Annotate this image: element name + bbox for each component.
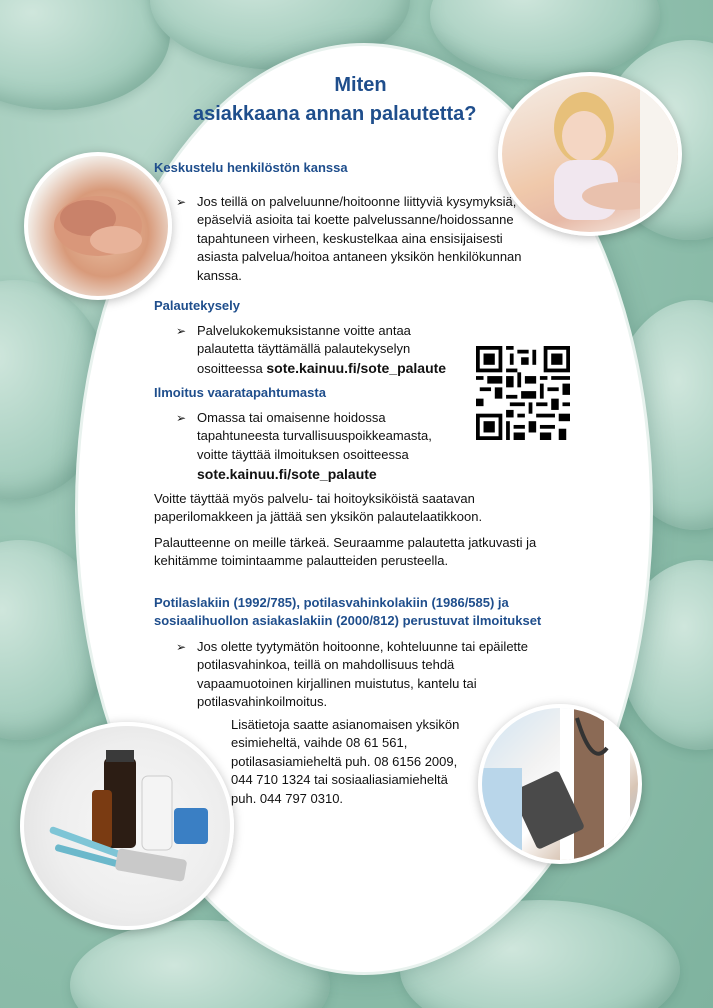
title-line-1: Miten xyxy=(334,74,387,96)
section-heading-feedback-survey: Palautekysely xyxy=(154,298,241,313)
incident-report-text: Omassa tai omaisenne hoidossa tapahtuneesta turvallisuuspoikkeamasta, voitte täyttää ilmoituksen osoitteessa sote.kainuu.fi/sote_palaute xyxy=(197,410,432,483)
incident-report-link[interactable]: sote.kainuu.fi/sote_palaute xyxy=(197,466,377,483)
section-heading-incident-report: Ilmoitus vaaratapahtumasta xyxy=(154,385,326,400)
feedback-survey-link[interactable]: sote.kainuu.fi/sote_palaute xyxy=(266,359,447,376)
discussion-text: Jos teillä on palveluunne/hoitoonne liittyviä kysymyksiä, epäselviä asioita tai koette palvelussanne/hoidossanne tapahtuneen virheen, keskustelkaa aina ensisijaisesti asiasta palvelua/hoitoa antaneen yksikön henkilökunnan kanssa. xyxy=(197,194,522,283)
bullet-icon: ➢ xyxy=(176,640,187,654)
section-heading-legal-notices: Potilaslakiin (1992/785), potilasvahinkolakiin (1986/585) ja sosiaalihuollon asiakaslakiin (2000/812) perustuvat ilmoitukset xyxy=(154,595,542,628)
section-heading-discussion: Keskustelu henkilöstön kanssa xyxy=(154,160,348,175)
bullet-icon: ➢ xyxy=(176,411,187,425)
feedback-importance-paragraph: Palautteenne on meille tärkeä. Seuraamme palautetta jatkuvasti ja kehitämme toimintaamme palautteiden perusteella. xyxy=(154,535,537,569)
qr-code[interactable] xyxy=(476,346,570,440)
paper-form-paragraph: Voitte täyttää myös palvelu- tai hoitoyksiköistä saatavan paperilomakkeen ja jättää sen yksikön palautelaatikkoon. xyxy=(154,491,483,525)
contact-info: Lisätietoja saatte asianomaisen yksikön esimieheltä, vaihde 08 61 561, potilasasiamieheltä puh. 08 6156 2009, 044 710 1324 tai sosiaaliasiamieheltä puh. 044 797 0310. xyxy=(231,717,460,806)
feedback-survey-text: Palvelukokemuksistanne voitte antaa palautetta täyttämällä palautekyselyn osoitteessa sote.kainuu.fi/sote_palaute xyxy=(197,323,447,376)
bullet-icon: ➢ xyxy=(176,324,187,338)
legal-notices-text: Jos olette tyytymätön hoitoonne, kohteluunne tai epäilette potilasvahinkoa, teillä on mahdollisuus tehdä vapaamuotoinen kirjallinen muistutus, kantelu tai potilasvahinkoilmoitus. xyxy=(197,639,528,710)
bullet-icon: ➢ xyxy=(176,195,187,209)
title-line-2: asiakkaana annan palautetta? xyxy=(193,103,477,125)
